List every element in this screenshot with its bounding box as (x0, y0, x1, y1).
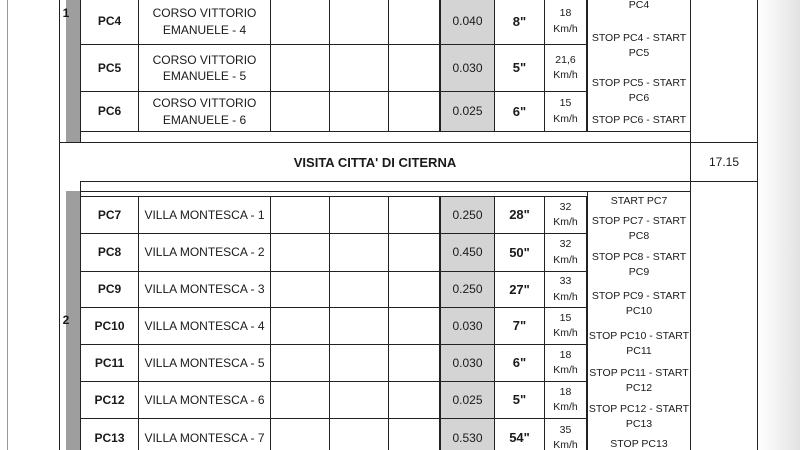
note: STOP PC13 (610, 438, 668, 450)
visit-time: 17.15 (690, 142, 758, 182)
location: VILLA MONTESCA - 3 (138, 271, 271, 308)
pc-code: PC11 (80, 344, 139, 382)
empty-cell (388, 196, 440, 234)
page-left-edge (0, 0, 8, 450)
time: 28" (494, 196, 545, 234)
pc-code: PC10 (80, 307, 139, 345)
empty-cell (329, 344, 389, 382)
location: CORSO VITTORIO EMANUELE - 4 (138, 0, 271, 45)
speed (544, 196, 587, 234)
location: VILLA MONTESCA - 7 (138, 418, 271, 450)
time: 27" (494, 271, 545, 308)
pc-code: PC13 (80, 418, 139, 450)
empty-cell (329, 91, 389, 132)
note: START PC7 (610, 195, 668, 207)
speed (544, 233, 587, 272)
note: STOP PC11 - START PC12 (589, 367, 689, 395)
note: STOP PC7 - START PC8 (591, 215, 687, 243)
speed-unit: Km/h (553, 290, 578, 303)
speed (544, 344, 587, 382)
time-column-2 (690, 181, 758, 450)
empty-cell (388, 44, 440, 92)
note: STOP PC10 - START PC11 (588, 330, 690, 358)
speed (544, 271, 587, 308)
visit-banner: VISITA CITTA' DI CITERNA (59, 142, 691, 182)
empty-cell (388, 381, 440, 419)
location: CORSO VITTORIO EMANUELE - 6 (138, 91, 271, 132)
empty-cell (388, 271, 440, 308)
empty-cell (388, 307, 440, 345)
empty-cell (270, 44, 330, 92)
speed-value: 15 (559, 311, 572, 324)
distance: 0.250 (440, 271, 495, 308)
distance: 0.040 (440, 0, 495, 45)
speed-value: 32 (559, 200, 572, 213)
speed-value: 32 (559, 238, 572, 251)
page-edge-shadow (758, 0, 800, 450)
pc-code: PC4 (80, 0, 139, 45)
time: 8" (494, 0, 545, 45)
section2-top-rule (80, 191, 691, 192)
empty-cell (388, 91, 440, 132)
time-column-1 (690, 0, 758, 142)
empty-cell (329, 233, 389, 272)
lap-number-2: 2 (62, 313, 70, 327)
time: 5" (494, 44, 545, 92)
time: 6" (494, 91, 545, 132)
empty-cell (388, 344, 440, 382)
speed (544, 307, 587, 345)
speed-value: 35 (559, 423, 572, 436)
empty-cell (270, 271, 330, 308)
empty-cell (388, 0, 440, 45)
pc-code: PC5 (80, 44, 139, 92)
speed-value: 15 (559, 97, 572, 110)
empty-cell (388, 418, 440, 450)
speed-value: 33 (559, 275, 572, 288)
time: 5" (494, 381, 545, 419)
speed-unit: Km/h (553, 253, 578, 266)
note: PC4 (628, 0, 650, 11)
distance: 0.030 (440, 344, 495, 382)
pc-code: PC9 (80, 271, 139, 308)
note: STOP PC9 - START PC10 (591, 290, 687, 318)
empty-cell (329, 418, 389, 450)
empty-cell (270, 307, 330, 345)
speed (544, 44, 587, 92)
empty-cell (329, 381, 389, 419)
empty-cell (270, 196, 330, 234)
speed-unit: Km/h (553, 22, 578, 35)
pc-code: PC6 (80, 91, 139, 132)
speed-value: 18 (559, 7, 572, 20)
speed-unit: Km/h (553, 439, 578, 450)
empty-cell (270, 233, 330, 272)
distance: 0.030 (440, 307, 495, 345)
speed-value: 18 (559, 348, 572, 361)
pc-code: PC12 (80, 381, 139, 419)
location: VILLA MONTESCA - 5 (138, 344, 271, 382)
note: STOP PC6 - START (591, 114, 687, 126)
speed-value: 21,6 (555, 53, 576, 66)
location: VILLA MONTESCA - 6 (138, 381, 271, 419)
speed-unit: Km/h (553, 216, 578, 228)
pc-code: PC7 (80, 196, 139, 234)
speed (544, 0, 587, 45)
pc-code: PC8 (80, 233, 139, 272)
empty-cell (329, 271, 389, 308)
distance: 0.025 (440, 381, 495, 419)
distance: 0.530 (440, 418, 495, 450)
empty-cell (329, 196, 389, 234)
note: STOP PC5 - START PC6 (591, 77, 687, 105)
speed (544, 418, 587, 450)
lap-strip-1 (66, 0, 80, 142)
speed-value: 18 (559, 385, 572, 398)
empty-cell (329, 307, 389, 345)
note: STOP PC8 - START PC9 (591, 251, 687, 279)
location: VILLA MONTESCA - 2 (138, 233, 271, 272)
time: 50" (494, 233, 545, 272)
time: 54" (494, 418, 545, 450)
speed (544, 91, 587, 132)
distance: 0.250 (440, 196, 495, 234)
speed-unit: Km/h (553, 401, 578, 413)
empty-cell (388, 233, 440, 272)
distance: 0.025 (440, 91, 495, 132)
location: VILLA MONTESCA - 1 (138, 196, 271, 234)
empty-cell (329, 0, 389, 45)
time: 7" (494, 307, 545, 345)
empty-cell (270, 418, 330, 450)
speed-unit: Km/h (553, 364, 578, 376)
empty-cell (270, 0, 330, 45)
speed-unit: Km/h (553, 69, 578, 81)
distance: 0.030 (440, 44, 495, 92)
empty-cell (270, 344, 330, 382)
lap-number-1: 1 (62, 6, 70, 20)
empty-cell (270, 381, 330, 419)
empty-cell (329, 44, 389, 92)
time: 6" (494, 344, 545, 382)
empty-cell (270, 91, 330, 132)
note: STOP PC12 - START PC13 (588, 403, 690, 431)
speed-unit: Km/h (553, 327, 578, 339)
location: CORSO VITTORIO EMANUELE - 5 (138, 44, 271, 92)
note: STOP PC4 - START PC5 (591, 32, 687, 60)
distance: 0.450 (440, 233, 495, 272)
location: VILLA MONTESCA - 4 (138, 307, 271, 345)
speed (544, 381, 587, 419)
speed-unit: Km/h (553, 112, 578, 125)
